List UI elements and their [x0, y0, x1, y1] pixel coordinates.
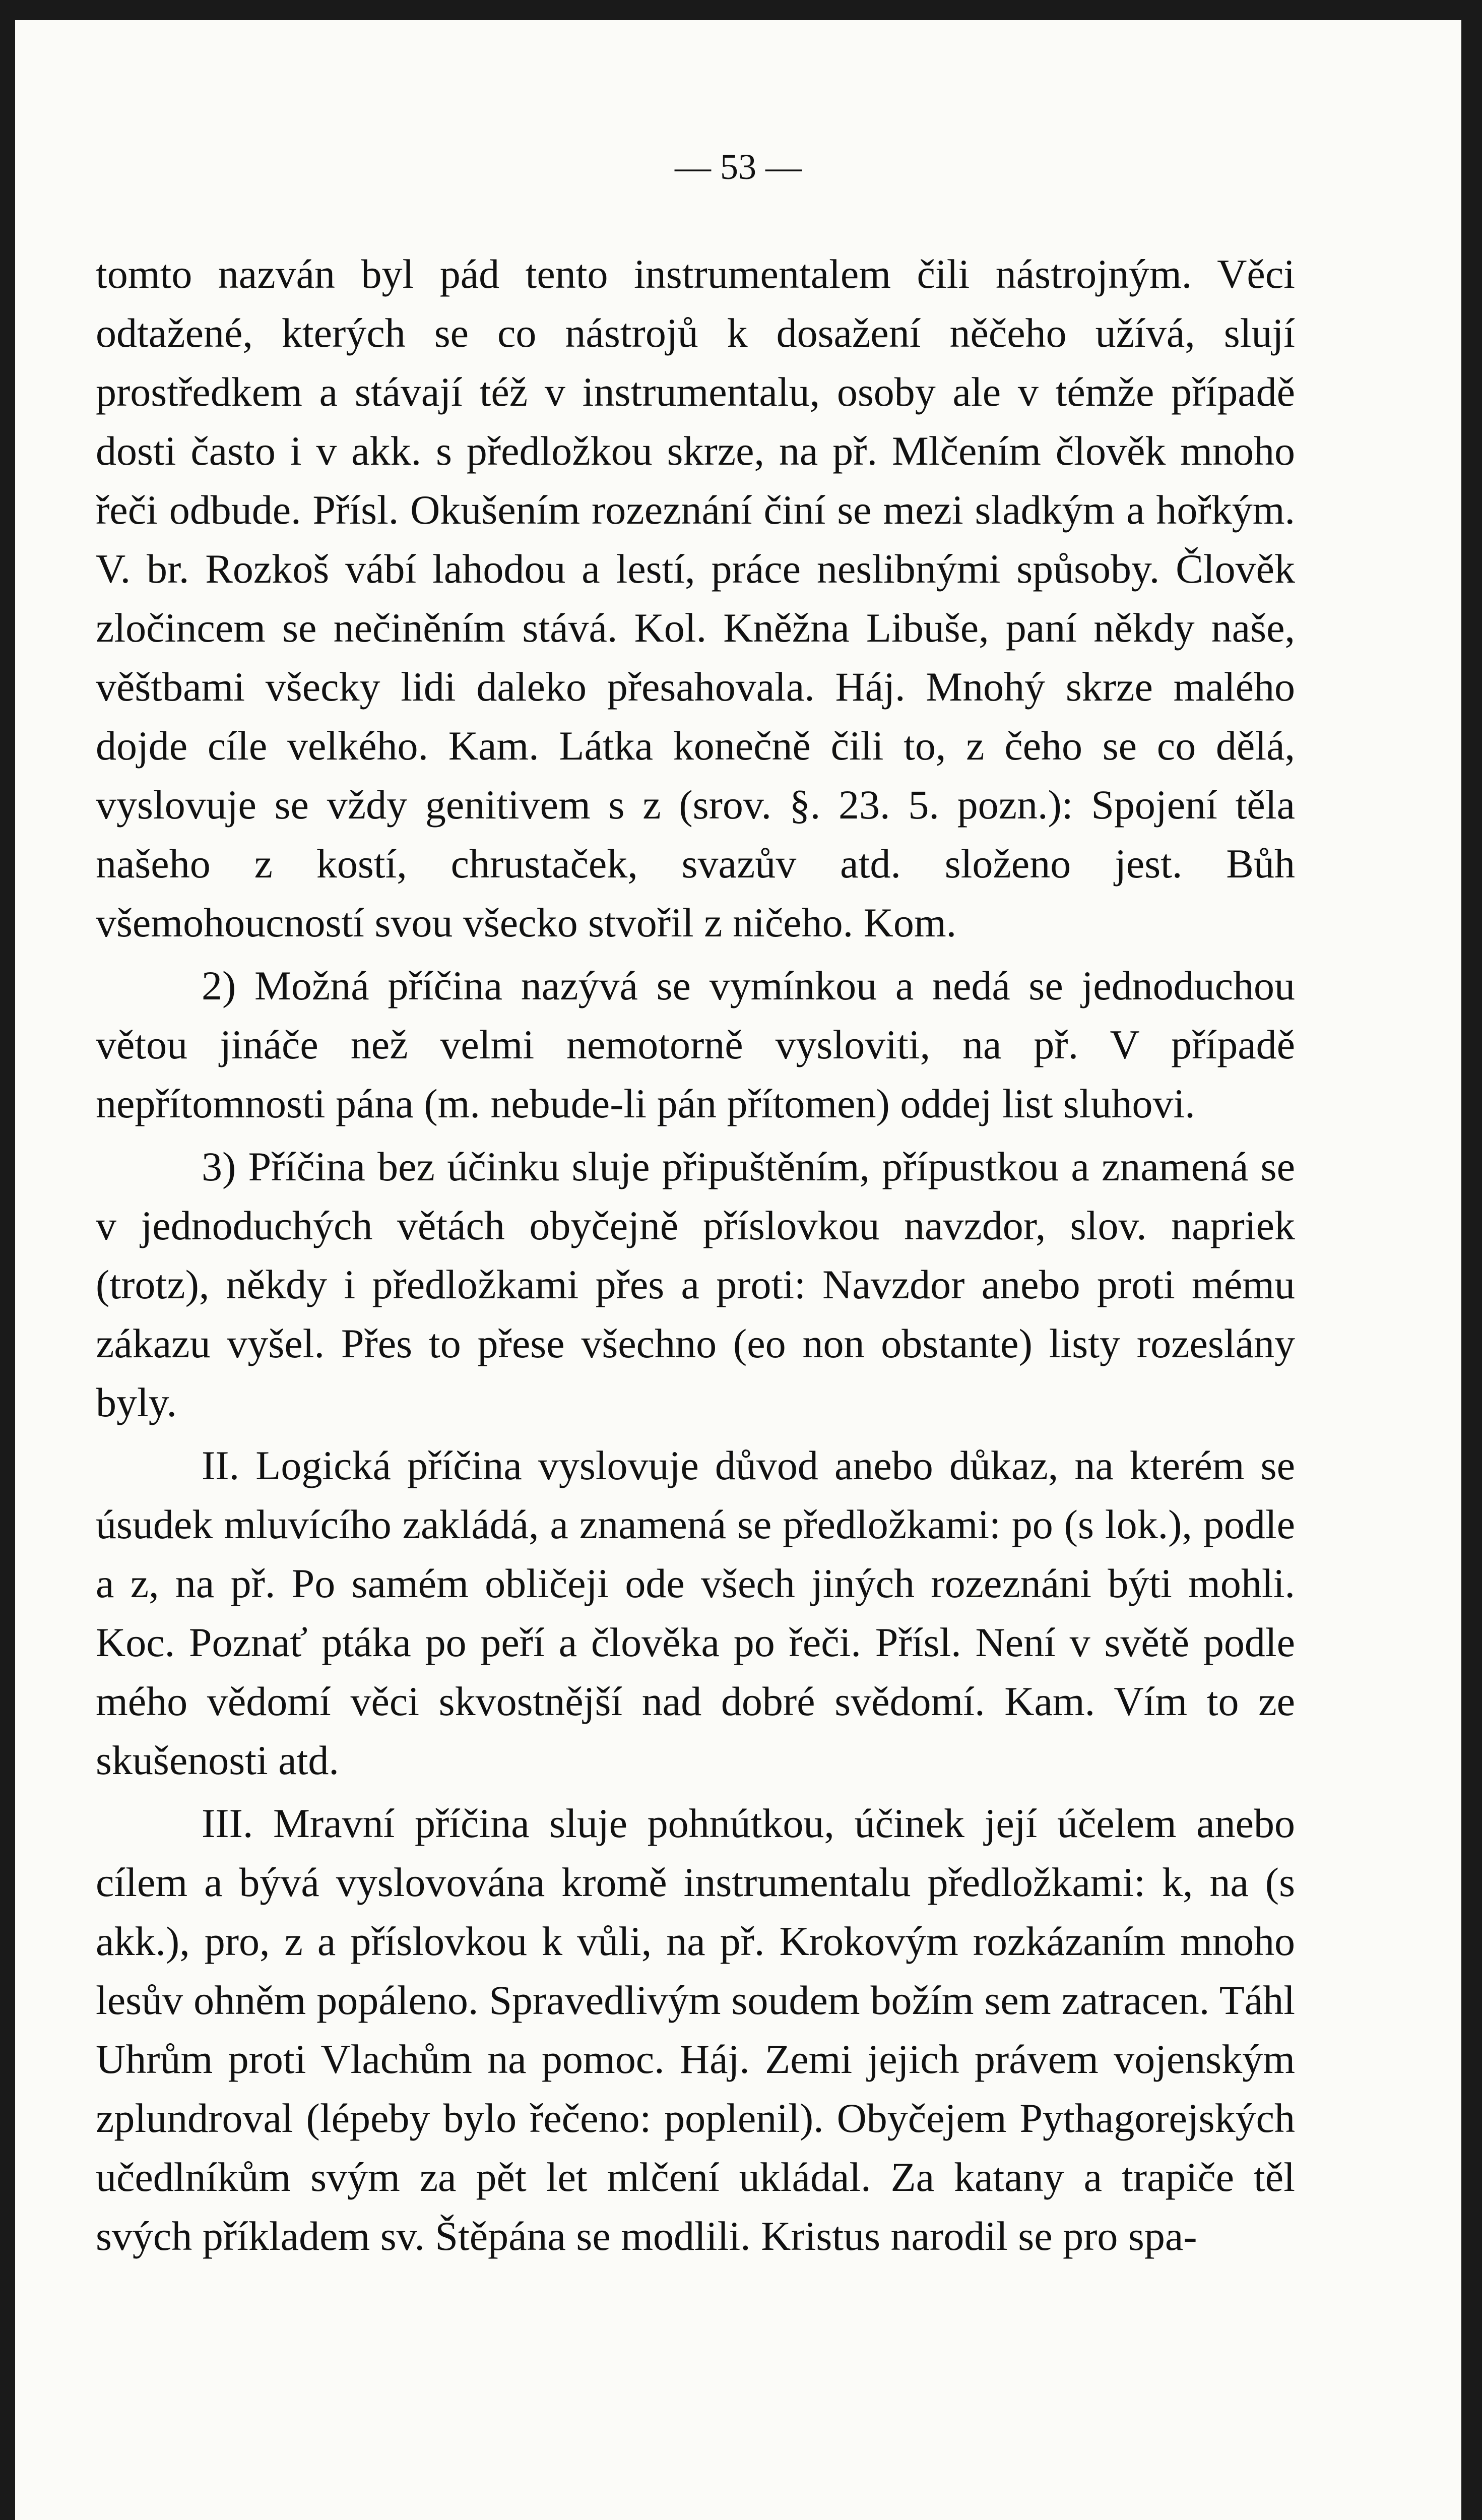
paragraph: 3) Příčina bez účinku sluje připuštěním, přípustkou a znamená se v jednoduchých větách obyčejně příslovkou navzdor, slov. napriek (trotz), někdy i předložkami přes a proti: Navzdor anebo proti mému zákazu vyšel. Přes to přese všechno (eo non obstante) listy rozeslány byly. — [96, 1144, 1295, 1425]
paragraph: III. Mravní příčina sluje pohnútkou, účinek její účelem anebo cílem a bývá vyslovována kromě instrumentalu předložkami: k, na (s akk.), pro, z a příslovkou k vůli, na př. Krokovým rozkázaním mnoho lesův ohněm popáleno. Spravedlivým soudem božím sem zatracen. Táhl Uhrům proti Vlachům na pomoc. Háj. Zemi jejich právem vojenským zplundroval (lépeby bylo řečeno: poplenil). Obyčejem Pythagorejských učedlníkům svým za pět let mlčení ukládal. Za katany a trapiče těl svých příkladem sv. Štěpána se modlili. Kristus narodil se pro spa- — [96, 1800, 1295, 2259]
book-page — [15, 20, 1461, 2520]
page-number: — 53 — — [675, 147, 802, 187]
body-text — [96, 244, 1295, 2270]
paragraph: 2) Možná příčina nazývá se vymínkou a nedá se jednoduchou větou jináče než velmi nemotorně vysloviti, na př. V případě nepřítomnosti pána (m. nebude-li pán přítomen) oddej list sluhovi. — [96, 963, 1295, 1126]
paragraph: tomto nazván byl pád tento instrumentalem čili nástrojným. Věci odtažené, kterých se co nástrojů k dosažení něčeho užívá, slují prostředkem a stávají též v instrumentalu, osoby ale v témže případě dosti často i v akk. s předložkou skrze, na př. Mlčením člověk mnoho řeči odbude. Přísl. Okušením rozeznání činí se mezi sladkým a hořkým. V. br. Rozkoš vábí lahodou a lestí, práce neslibnými spůsoby. Člověk zločincem se nečiněním stává. Kol. Kněžna Libuše, paní někdy naše, věštbami všecky lidi daleko přesahovala. Háj. Mnohý skrze malého dojde cíle velkého. Kam. Látka konečně čili to, z čeho se co dělá, vyslovuje se vždy genitivem s z (srov. §. 23. 5. pozn.): Spojení těla našeho z kostí, chrustaček, svazův atd. složeno jest. Bůh všemohoucností svou všecko stvořil z ničeho. Kom. — [96, 251, 1295, 946]
paragraph: II. Logická příčina vyslovuje důvod anebo důkaz, na kterém se úsudek mluvícího zakládá, a znamená se předložkami: po (s lok.), podle a z, na př. Po samém obličeji ode všech jiných rozeznáni býti mohli. Koc. Poznať ptáka po peří a člověka po řeči. Přísl. Není v světě podle mého vědomí věci skvostnější nad dobré svědomí. Kam. Vím to ze skušenosti atd. — [96, 1442, 1295, 1783]
